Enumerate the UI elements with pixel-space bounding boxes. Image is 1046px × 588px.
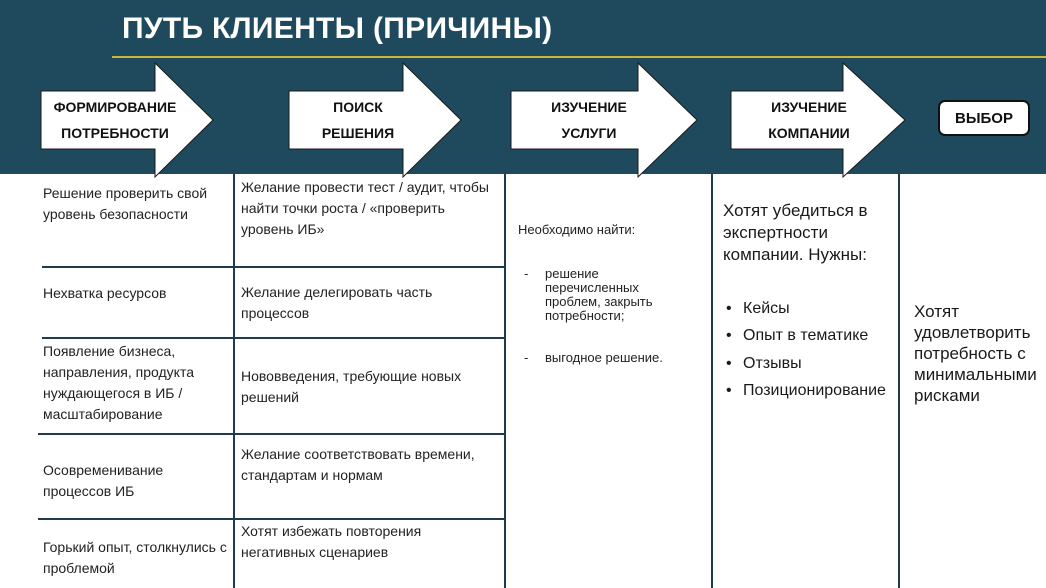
- company-item-text: Опыт в тематике: [743, 327, 869, 344]
- company-item: [726, 382, 886, 400]
- title-underline: [112, 56, 1046, 58]
- column-divider: [898, 174, 900, 588]
- bullet-marker: •: [726, 382, 732, 399]
- row-divider: [38, 518, 504, 520]
- company-item-text: Кейсы: [743, 300, 790, 317]
- stage-arrow-needs: [40, 62, 215, 178]
- need-item: Осовременивание процессов ИБ: [43, 462, 164, 499]
- need-item: Решение проверить свой уровень безопасности: [43, 185, 208, 222]
- stage-arrow-service: [510, 62, 700, 178]
- stage-arrow-company: [730, 62, 908, 178]
- page-title: ПУТЬ КЛИЕНТЫ (ПРИЧИНЫ): [122, 12, 553, 45]
- company-item-text: Позиционирование: [743, 382, 886, 399]
- service-intro: Необходимо найти:: [518, 222, 636, 237]
- dash-marker: -: [524, 266, 529, 281]
- column-divider: [504, 174, 506, 588]
- stage-label-needs: ФОРМИРОВАНИЕ ПОТРЕБНОСТИ: [53, 99, 177, 141]
- service-item: [524, 267, 674, 323]
- company-item: [726, 327, 868, 345]
- search-item: Нововведения, требующие новых решений: [241, 368, 462, 405]
- need-item: Появление бизнеса, направления, продукта нуждающегося в ИБ / масштабирование: [43, 343, 194, 422]
- company-item-text: Отзывы: [743, 355, 802, 372]
- need-item: Нехватка ресурсов: [43, 285, 167, 301]
- stage-arrow-search: [288, 62, 463, 178]
- company-intro: Хотят убедиться в экспертности компании. Нужны:: [723, 201, 868, 264]
- choice-text: Хотят удовлетворить потребность с минимальными рисками: [914, 302, 1037, 405]
- search-item: Желание провести тест / аудит, чтобы найти точки роста / «проверить уровень ИБ»: [241, 179, 489, 237]
- service-item: [524, 351, 674, 365]
- company-item: [726, 300, 790, 318]
- row-divider: [42, 266, 504, 268]
- bullet-marker: •: [726, 327, 732, 344]
- search-item: Хотят избежать повторения негативных сценариев: [241, 523, 422, 560]
- bullet-marker: •: [726, 300, 732, 317]
- service-item-text: решение перечисленных проблем, закрыть потребности;: [545, 266, 653, 323]
- search-item: Желание делегировать часть процессов: [241, 284, 433, 321]
- column-divider: [233, 174, 235, 588]
- stage-label-search: ПОИСК РЕШЕНИЯ: [321, 99, 395, 141]
- stage-label-service: ИЗУЧЕНИЕ УСЛУГИ: [551, 99, 627, 141]
- column-divider: [711, 174, 713, 588]
- dash-marker: -: [524, 350, 529, 365]
- company-item: [726, 355, 802, 373]
- service-item-text: выгодное решение.: [545, 350, 663, 365]
- row-divider: [38, 433, 504, 435]
- stage-label-company: ИЗУЧЕНИЕ КОМПАНИИ: [768, 99, 850, 141]
- stage-label-choice: ВЫБОР: [938, 100, 1030, 136]
- row-divider: [42, 337, 504, 339]
- need-item: Горький опыт, столкнулись с проблемой: [43, 539, 227, 576]
- search-item: Желание соответствовать времени, стандартам и нормам: [241, 446, 475, 483]
- bullet-marker: •: [726, 355, 732, 372]
